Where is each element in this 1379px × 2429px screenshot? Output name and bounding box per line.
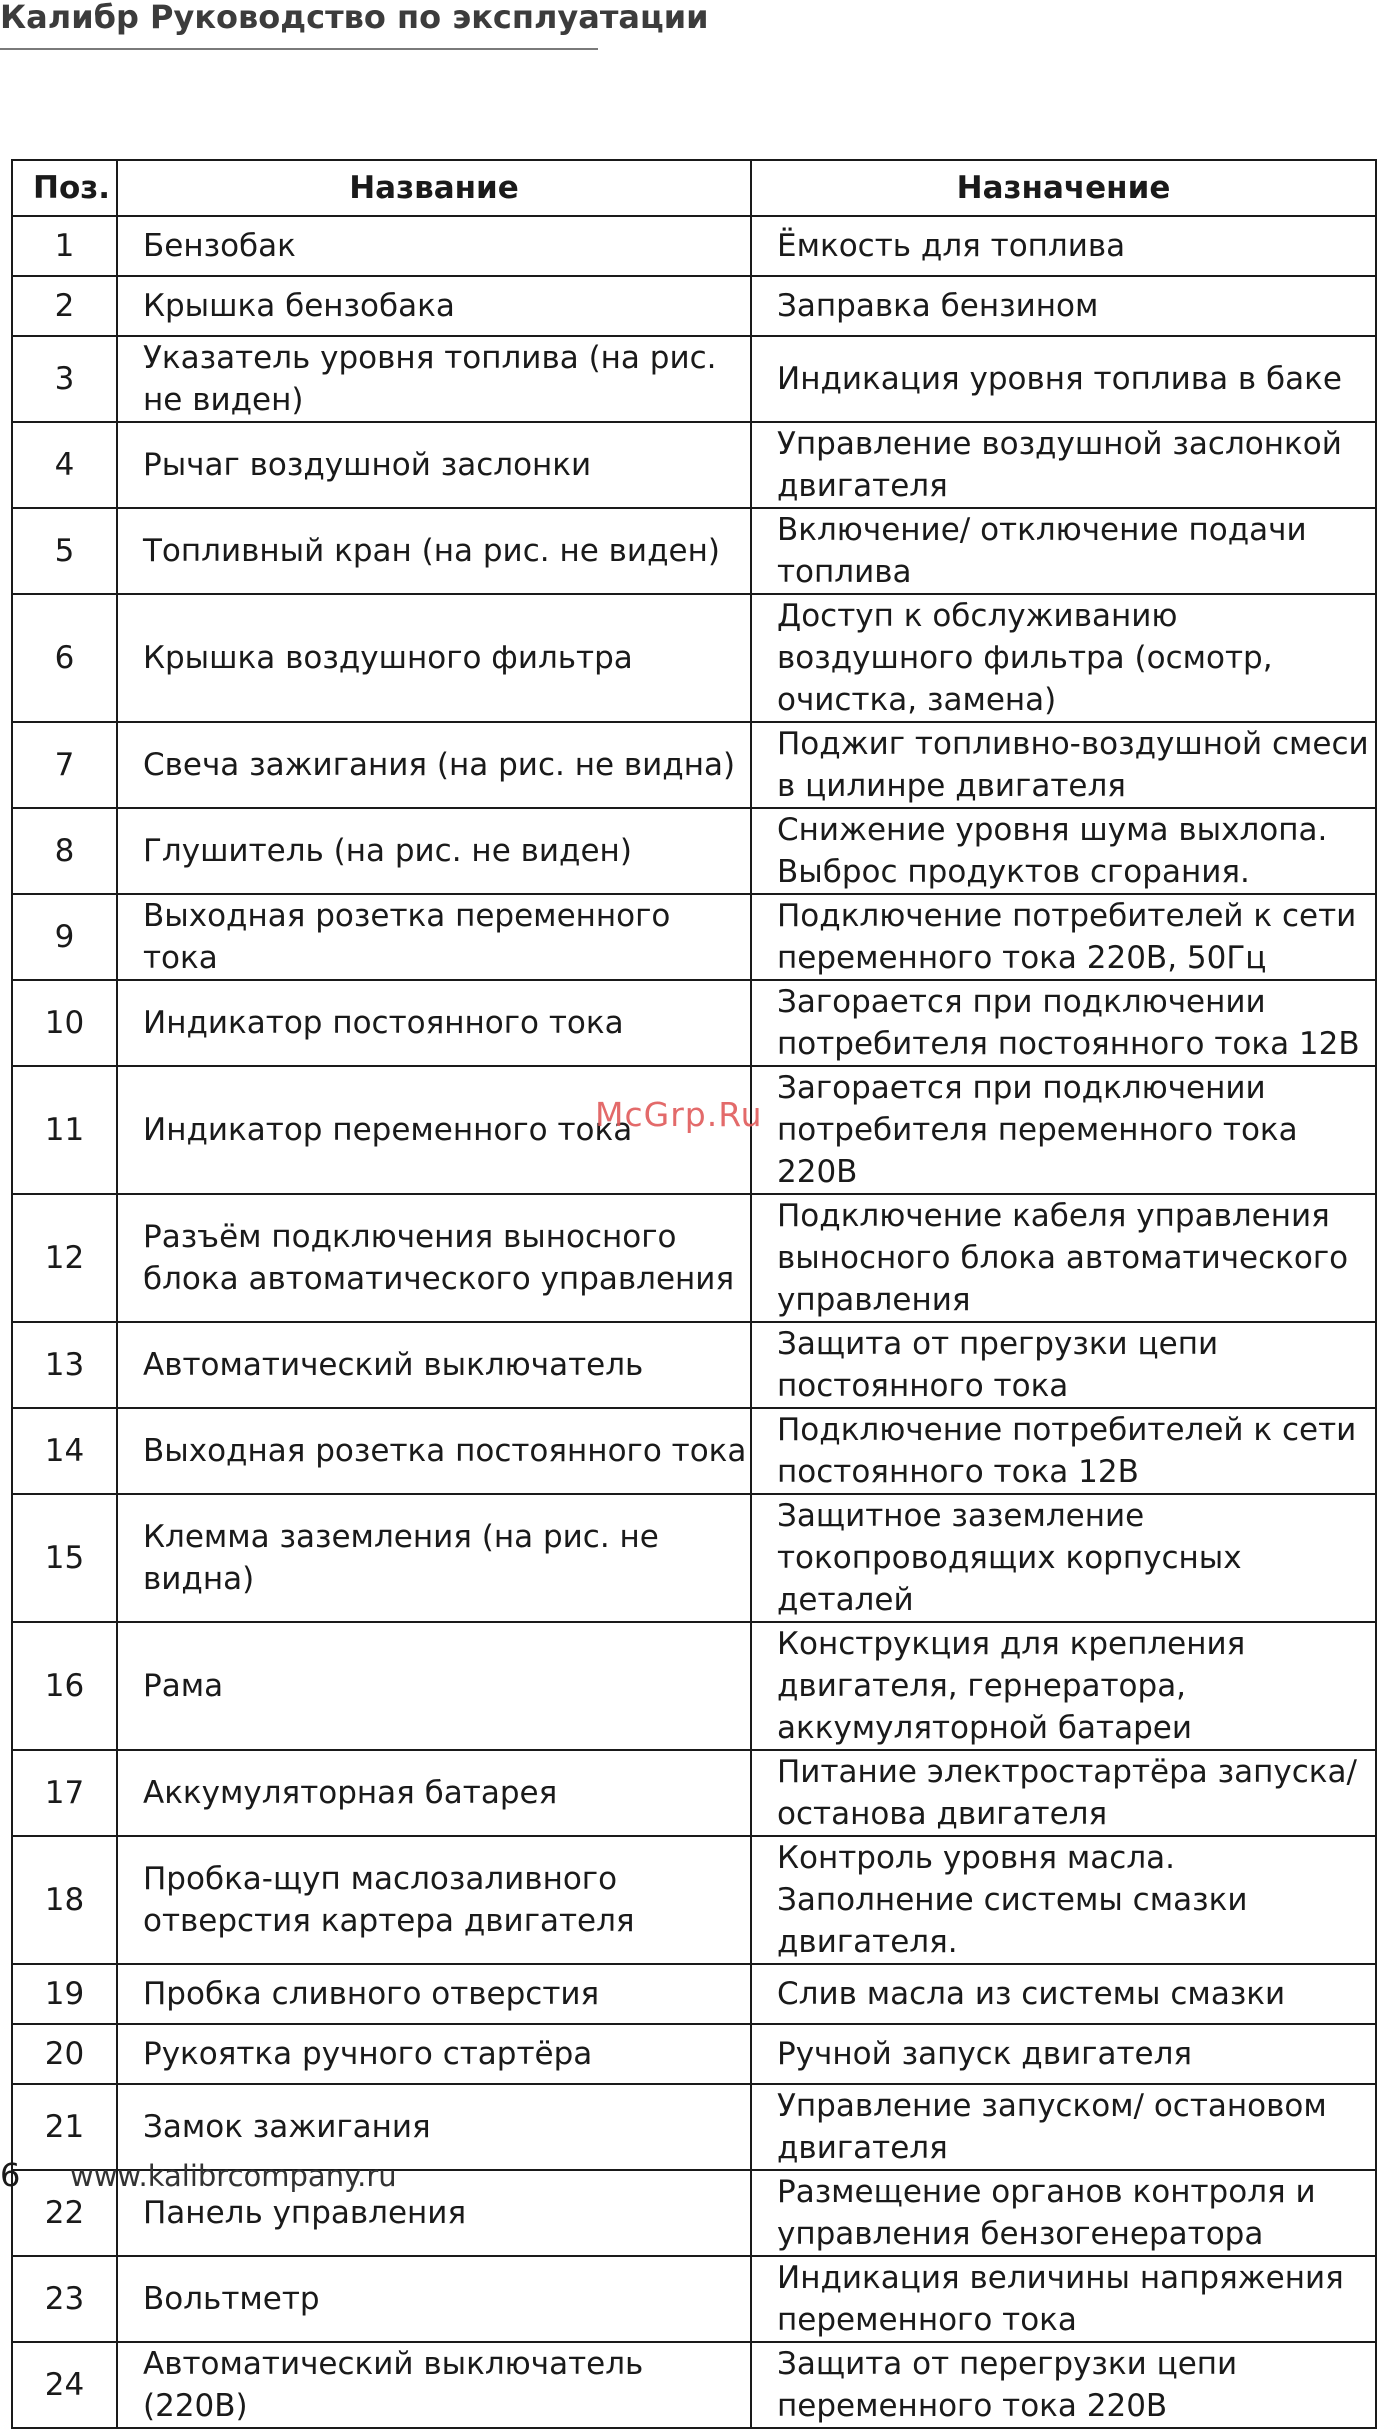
- header-rule: [0, 48, 598, 50]
- position-cell: 11: [12, 1066, 117, 1194]
- purpose-cell: Заправка бензином: [751, 276, 1376, 336]
- column-header-name: Название: [117, 160, 751, 216]
- table-row: [12, 722, 1376, 808]
- table-row: [12, 1750, 1376, 1836]
- table-row: [12, 1622, 1376, 1750]
- name-cell: Крышка воздушного фильтра: [117, 594, 751, 722]
- table-row: [12, 508, 1376, 594]
- purpose-cell: Управление запуском/ остановом двигателя: [751, 2084, 1376, 2170]
- column-header-purpose: Назначение: [751, 160, 1376, 216]
- table-row: [12, 2024, 1376, 2084]
- name-cell: Рычаг воздушной заслонки: [117, 422, 751, 508]
- purpose-cell: Включение/ отключение подачи топлива: [751, 508, 1376, 594]
- name-cell: Пробка сливного отверстия: [117, 1964, 751, 2024]
- column-header-position: Поз.: [12, 160, 117, 216]
- name-cell: Клемма заземления (на рис. не видна): [117, 1494, 751, 1622]
- purpose-cell: Подключение потребителей к сети постоянного тока 12В: [751, 1408, 1376, 1494]
- page-number: 6: [0, 2156, 21, 2194]
- purpose-cell: Конструкция для крепления двигателя, гернератора, аккумуляторной батареи: [751, 1622, 1376, 1750]
- watermark: McGrp.Ru: [595, 1095, 763, 1134]
- position-cell: 24: [12, 2342, 117, 2428]
- name-cell: Панель управления: [117, 2170, 751, 2256]
- name-cell: Крышка бензобака: [117, 276, 751, 336]
- position-cell: 20: [12, 2024, 117, 2084]
- position-cell: 2: [12, 276, 117, 336]
- name-cell: Замок зажигания: [117, 2084, 751, 2170]
- name-cell: Топливный кран (на рис. не виден): [117, 508, 751, 594]
- purpose-cell: Загорается при подключении потребителя переменного тока 220В: [751, 1066, 1376, 1194]
- name-cell: Глушитель (на рис. не виден): [117, 808, 751, 894]
- position-cell: 22: [12, 2170, 117, 2256]
- table-row: [12, 1836, 1376, 1964]
- position-cell: 4: [12, 422, 117, 508]
- purpose-cell: Ручной запуск двигателя: [751, 2024, 1376, 2084]
- name-cell: Рама: [117, 1622, 751, 1750]
- position-cell: 1: [12, 216, 117, 276]
- table-header-row: [12, 160, 1376, 216]
- purpose-cell: Индикация уровня топлива в баке: [751, 336, 1376, 422]
- position-cell: 21: [12, 2084, 117, 2170]
- purpose-cell: Защита от прегрузки цепи постоянного тока: [751, 1322, 1376, 1408]
- purpose-cell: Контроль уровня масла. Заполнение системы смазки двигателя.: [751, 1836, 1376, 1964]
- name-cell: Пробка-щуп маслозаливного отверстия картера двигателя: [117, 1836, 751, 1964]
- parts-table: [11, 159, 1377, 2429]
- name-cell: Рукоятка ручного стартёра: [117, 2024, 751, 2084]
- position-cell: 13: [12, 1322, 117, 1408]
- position-cell: 23: [12, 2256, 117, 2342]
- table-row: [12, 1322, 1376, 1408]
- table-row: [12, 1408, 1376, 1494]
- name-cell: Свеча зажигания (на рис. не видна): [117, 722, 751, 808]
- table-row: [12, 808, 1376, 894]
- purpose-cell: Защитное заземление токопроводящих корпусных деталей: [751, 1494, 1376, 1622]
- position-cell: 16: [12, 1622, 117, 1750]
- position-cell: 9: [12, 894, 117, 980]
- purpose-cell: Размещение органов контроля и управления бензогенератора: [751, 2170, 1376, 2256]
- purpose-cell: Индикация величины напряжения переменного тока: [751, 2256, 1376, 2342]
- running-header: Калибр Руководство по эксплуатации: [0, 0, 709, 36]
- position-cell: 3: [12, 336, 117, 422]
- position-cell: 17: [12, 1750, 117, 1836]
- name-cell: Автоматический выключатель: [117, 1322, 751, 1408]
- purpose-cell: Доступ к обслуживанию воздушного фильтра (осмотр, очистка, замена): [751, 594, 1376, 722]
- table-row: [12, 980, 1376, 1066]
- purpose-cell: Питание электростартёра запуска/ останова двигателя: [751, 1750, 1376, 1836]
- parts-table-container: [11, 159, 1375, 2429]
- table-row: [12, 2256, 1376, 2342]
- name-cell: Указатель уровня топлива (на рис. не виден): [117, 336, 751, 422]
- table-row: [12, 894, 1376, 980]
- table-row: [12, 1494, 1376, 1622]
- purpose-cell: Управление воздушной заслонкой двигателя: [751, 422, 1376, 508]
- table-row: [12, 1964, 1376, 2024]
- purpose-cell: Защита от перегрузки цепи переменного тока 220В: [751, 2342, 1376, 2428]
- purpose-cell: Ёмкость для топлива: [751, 216, 1376, 276]
- name-cell: Индикатор постоянного тока: [117, 980, 751, 1066]
- name-cell: Разъём подключения выносного блока автоматического управления: [117, 1194, 751, 1322]
- position-cell: 7: [12, 722, 117, 808]
- position-cell: 14: [12, 1408, 117, 1494]
- purpose-cell: Загорается при подключении потребителя постоянного тока 12В: [751, 980, 1376, 1066]
- table-row: [12, 594, 1376, 722]
- table-row: [12, 216, 1376, 276]
- purpose-cell: Снижение уровня шума выхлопа. Выброс продуктов сгорания.: [751, 808, 1376, 894]
- position-cell: 5: [12, 508, 117, 594]
- name-cell: Автоматический выключатель (220В): [117, 2342, 751, 2428]
- name-cell: Выходная розетка постоянного тока: [117, 1408, 751, 1494]
- purpose-cell: Подключение кабеля управления выносного блока автоматического управления: [751, 1194, 1376, 1322]
- table-row: [12, 2342, 1376, 2428]
- table-row: [12, 276, 1376, 336]
- position-cell: 19: [12, 1964, 117, 2024]
- position-cell: 12: [12, 1194, 117, 1322]
- position-cell: 18: [12, 1836, 117, 1964]
- table-row: [12, 2084, 1376, 2170]
- purpose-cell: Поджиг топливно-воздушной смеси в цилинре двигателя: [751, 722, 1376, 808]
- position-cell: 15: [12, 1494, 117, 1622]
- name-cell: Индикатор переменного тока: [117, 1066, 751, 1194]
- position-cell: 6: [12, 594, 117, 722]
- table-row: [12, 422, 1376, 508]
- purpose-cell: Подключение потребителей к сети переменного тока 220В, 50Гц: [751, 894, 1376, 980]
- position-cell: 8: [12, 808, 117, 894]
- purpose-cell: Слив масла из системы смазки: [751, 1964, 1376, 2024]
- table-row: [12, 1194, 1376, 1322]
- position-cell: 10: [12, 980, 117, 1066]
- name-cell: Аккумуляторная батарея: [117, 1750, 751, 1836]
- name-cell: Вольтметр: [117, 2256, 751, 2342]
- footer-url: www.kalibrcompany.ru: [70, 2159, 397, 2193]
- table-row: [12, 336, 1376, 422]
- name-cell: Бензобак: [117, 216, 751, 276]
- name-cell: Выходная розетка переменного тока: [117, 894, 751, 980]
